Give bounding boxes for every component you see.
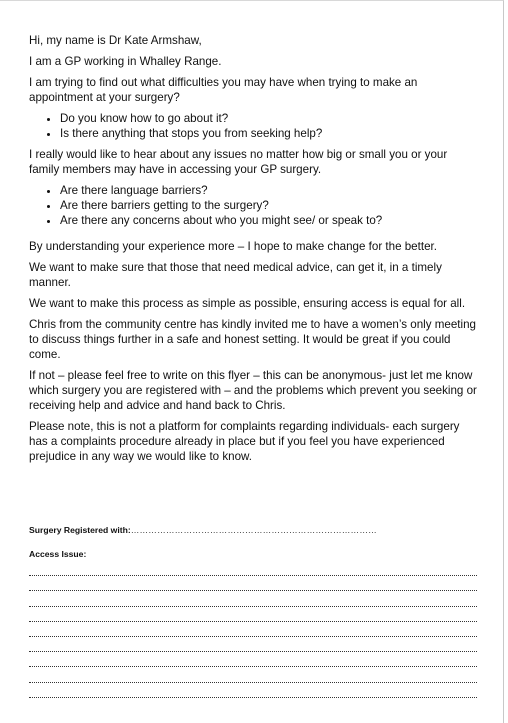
access-issue-line[interactable] (29, 622, 477, 637)
list-item: • Are there barriers getting to the surgery? (60, 198, 479, 213)
intro-line: I am a GP working in Whalley Range. (29, 55, 222, 68)
question-list-appointments (29, 111, 479, 141)
access-issue-line[interactable] (29, 637, 477, 652)
list-item: • Are there language barriers? (60, 183, 479, 198)
access-issue-lines[interactable] (29, 561, 479, 698)
access-issue-line[interactable] (29, 607, 477, 622)
access-issue-label: Access Issue: (29, 549, 87, 559)
anonymous-paragraph: If not – please feel free to write on this flyer – this can be anonymous- just let me know which surgery you are registered with – and the problems which prevent you seeking or receiving help and advice and hand back to Chris. (29, 369, 477, 412)
access-issue-line[interactable] (29, 667, 477, 682)
feedback-form (29, 525, 479, 698)
list-item: • Is there anything that stops you from seeking help? (60, 126, 479, 141)
timely-paragraph: We want to make sure that those that need medical advice, can get it, in a timely manner. (29, 261, 442, 289)
surgery-field[interactable] (29, 525, 479, 537)
hear-issues-paragraph: I really would like to hear about any issues no matter how big or small you or your family members may have in accessing your GP surgery. (29, 148, 448, 176)
access-issue-line[interactable] (29, 591, 477, 606)
question-list-barriers (29, 183, 479, 228)
letter-body (29, 33, 479, 470)
list-item: • Are there any concerns about who you might see/ or speak to? (60, 213, 479, 228)
meeting-paragraph: Chris from the community centre has kindly invited me to have a women’s only meeting to discuss things further in a safe and honest setting. It would be great if you could come. (29, 318, 476, 361)
access-issue-line[interactable] (29, 652, 477, 667)
greeting: Hi, my name is Dr Kate Armshaw, (29, 34, 202, 47)
understanding-paragraph: By understanding your experience more – I hope to make change for the better. (29, 240, 437, 253)
access-issue-line[interactable] (29, 683, 477, 698)
access-issue-line[interactable] (29, 561, 477, 576)
note-paragraph: Please note, this is not a platform for complaints regarding individuals- each surgery has a complaints procedure already in place but if you feel you have experienced prejudice in any way we would like to know. (29, 420, 460, 463)
purpose-paragraph: I am trying to find out what difficulties you may have when trying to make an appointment at your surgery? (29, 76, 418, 104)
surgery-dotted-line: ………………………………………………………………………… (130, 525, 377, 535)
list-item: • Do you know how to go about it? (60, 111, 479, 126)
simple-paragraph: We want to make this process as simple as possible, ensuring access is equal for all. (29, 297, 466, 310)
access-issue-line[interactable] (29, 576, 477, 591)
surgery-label: Surgery Registered with: (29, 525, 131, 535)
